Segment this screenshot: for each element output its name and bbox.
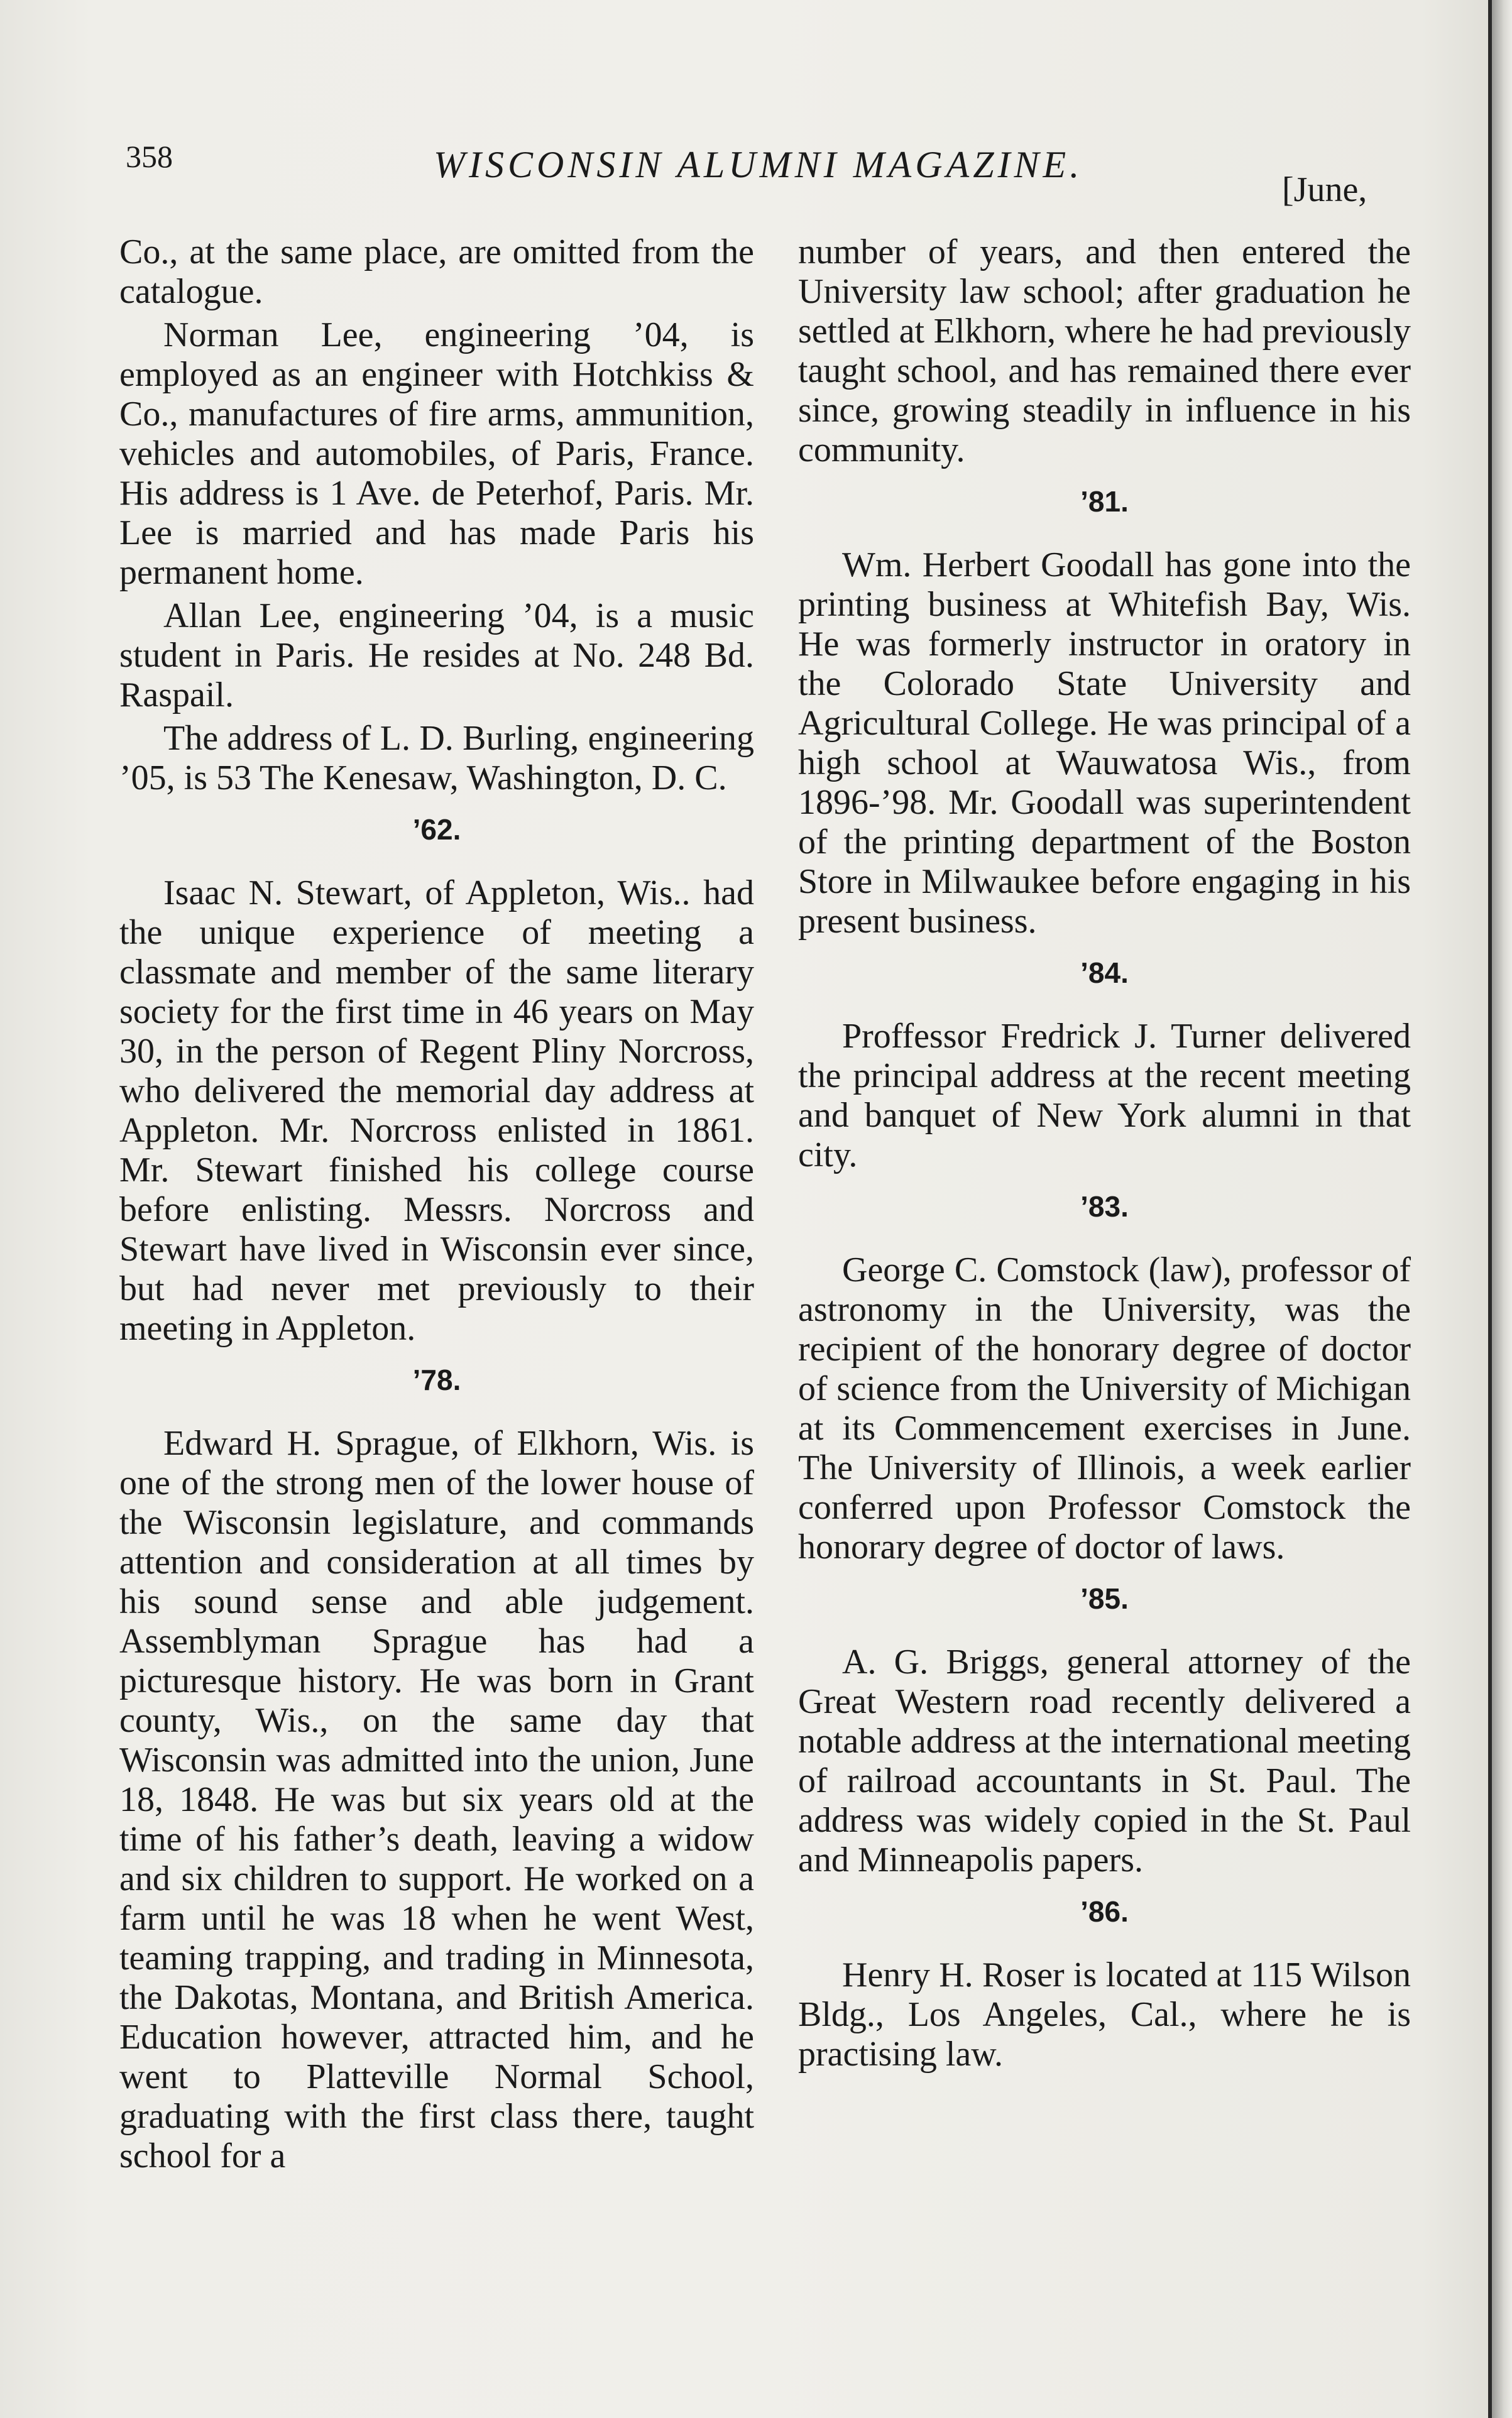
class-heading-81: ’81. — [1080, 485, 1129, 518]
paragraph-stewart: Isaac N. Stewart, of Appleton, Wis.. had the unique experience of meeting a classmate and member of the same literary society for the first time in 46 years on May 30, in the person of Regent Pliny Norcross, who delivered the memorial day address at Appleton. Mr. Norcross enlisted in 1861. Mr. Stewart finished his college course before enlisting. Messrs. Norcross and Stewart have lived in Wisconsin ever since, but had never met previously to their meeting in Appleton. — [119, 873, 754, 1348]
class-heading-78: ’78. — [412, 1364, 461, 1396]
paragraph-comstock: George C. Comstock (law), professor of astronomy in the University, was the recipient of the honorary degree of doctor of science from the University of Michigan at its Commencement exercises in June. The University of Illinois, a week earlier conferred upon Professor Comstock the honorary degree of doctor of laws. — [798, 1250, 1411, 1567]
class-heading-85: ’85. — [1080, 1582, 1129, 1615]
paragraph-norman-lee: Norman Lee, engineering ’04, is employed as an engineer with Hotchkiss & Co., manufactures of fire arms, ammunition, vehicles and automobiles, of Paris, France. His address is 1 Ave. de Peterhof, Paris. Mr. Lee is married and has made Paris his permanent home. — [119, 315, 754, 592]
issue-month: [June, — [1282, 170, 1367, 209]
paragraph-burling: The address of L. D. Burling, engineering ’05, is 53 The Kenesaw, Washington, D. C. — [119, 719, 754, 797]
paragraph-catalogue: Co., at the same place, are omitted from the catalogue. — [119, 232, 754, 311]
paragraph-turner: Proffessor Fredrick J. Turner delivered the principal address at the recent meeting and banquet of New York alumni in that city. — [798, 1017, 1411, 1174]
left-column — [119, 232, 754, 2180]
paragraph-roser: Henry H. Roser is located at 115 Wilson Bldg., Los Angeles, Cal., where he is practising law. — [798, 1956, 1411, 2074]
class-heading-86: ’86. — [1080, 1895, 1129, 1928]
class-heading-62: ’62. — [412, 813, 461, 846]
page-edge-shadow — [1492, 0, 1512, 2418]
paragraph-briggs: A. G. Briggs, general attorney of the Great Western road recently delivered a notable address at the international meeting of railroad accountants in St. Paul. The address was widely copied in the St. Paul and Minneapolis papers. — [798, 1643, 1411, 1879]
page-number: 358 — [126, 139, 173, 174]
class-heading-84: ’84. — [1080, 956, 1129, 989]
page-header — [126, 138, 1395, 207]
running-title: WISCONSIN ALUMNI MAGAZINE. — [434, 144, 1083, 185]
right-column — [798, 232, 1411, 2078]
paragraph-sprague-continued: number of years, and then entered the University law school; after graduation he settled at Elkhorn, where he had previously taught school, and has remained there ever since, growing steadily in influence in his community. — [798, 232, 1411, 469]
paragraph-goodall: Wm. Herbert Goodall has gone into the printing business at Whitefish Bay, Wis. He was formerly instructor in oratory in the Colorado State University and Agricultural College. He was principal of a high school at Wauwatosa Wis., from 1896-’98. Mr. Goodall was superintendent of the printing department of the Boston Store in Milwaukee before engaging in his present business. — [798, 545, 1411, 941]
paragraph-sprague: Edward H. Sprague, of Elkhorn, Wis. is one of the strong men of the lower house of the Wisconsin legislature, and commands attention and consideration at all times by his sound sense and able judgement. Assemblyman Sprague has had a picturesque history. He was born in Grant county, Wis., on the same day that Wisconsin was admitted into the union, June 18, 1848. He was but six years old at the time of his father’s death, leaving a widow and six children to support. He worked on a farm until he was 18 when he went West, teaming trapping, and trading in Minnesota, the Dakotas, Montana, and British America. Education however, attracted him, and he went to Platteville Normal School, graduating with the first class there, taught school for a — [119, 1424, 754, 2175]
paragraph-allan-lee: Allan Lee, engineering ’04, is a music student in Paris. He resides at No. 248 Bd. Raspail. — [119, 596, 754, 714]
class-heading-83: ’83. — [1080, 1190, 1129, 1223]
